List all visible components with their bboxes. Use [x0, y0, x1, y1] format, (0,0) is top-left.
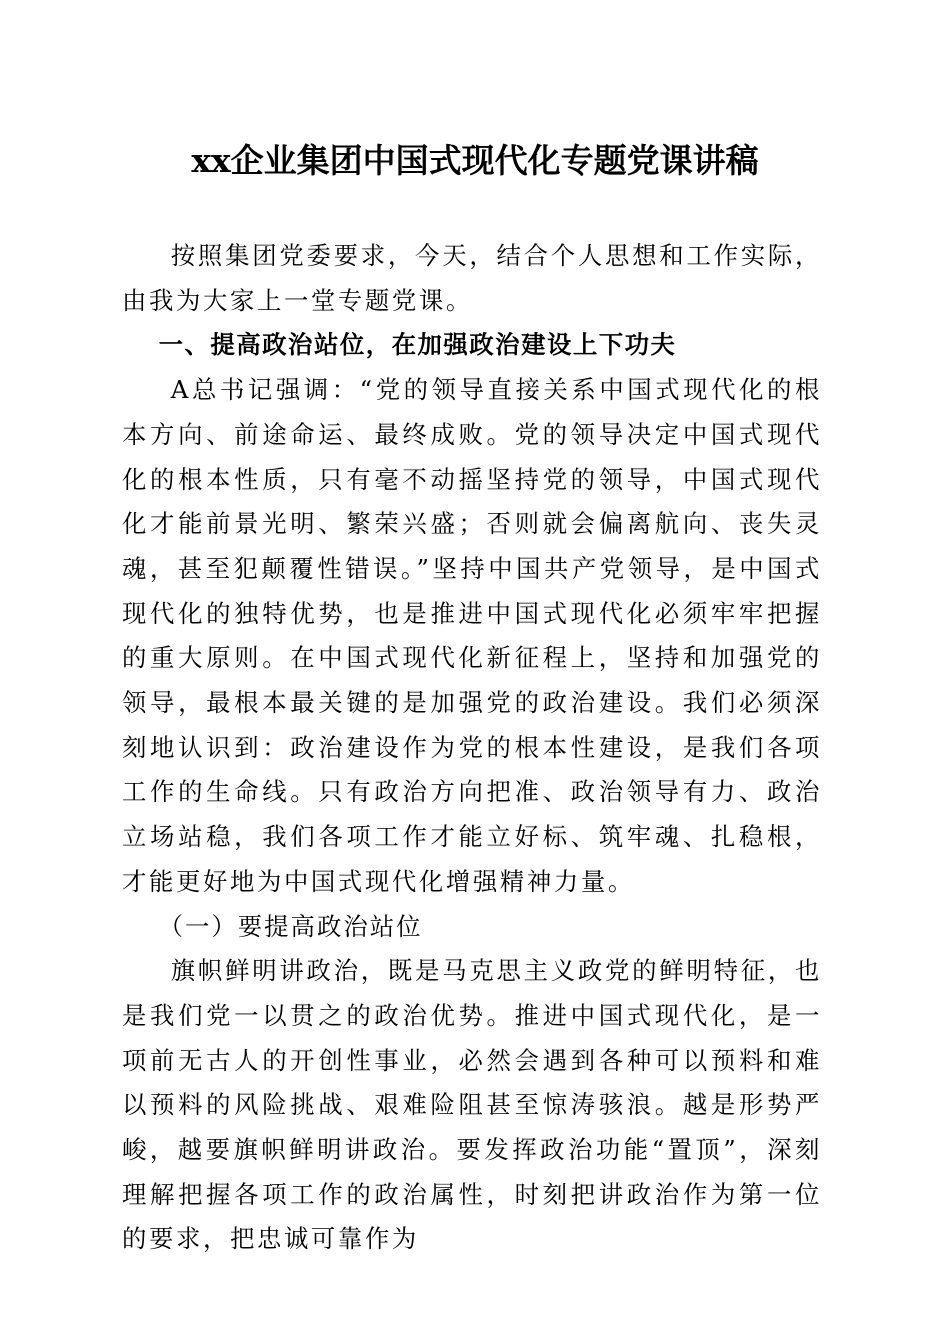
subsection-heading-1: （一）要提高政治站位	[158, 911, 423, 941]
document-body	[122, 234, 822, 1262]
section-heading-1: 一、提高政治站位，在加强政治建设上下功夫	[158, 330, 677, 360]
document-title: xx企业集团中国式现代化专题党课讲稿	[191, 141, 759, 180]
intro-paragraph: 按照集团党委要求，今天，结合个人思想和工作实际，由我为大家上一堂专题党课。	[122, 241, 822, 315]
section-1-paragraph: A总书记强调：“党的领导直接关系中国式现代化的根本方向、前途命运、最终成败。党的领导决定中国式现代化的根本性质，只有毫不动摇坚持党的领导，中国式现代化才能前景光明、繁荣兴盛；否则就会偏离航向、丧失灵魂，甚至犯颠覆性错误。”坚持中国共产党领导，是中国式现代化的独特优势，也是推进中国式现代化必须牢牢把握的重大原则。在中国式现代化新征程上，坚持和加强党的领导，最根本最关键的是加强党的政治建设。我们必须深刻地认识到：政治建设作为党的根本性建设，是我们各项工作的生命线。只有政治方向把准、政治领导有力、政治立场站稳，我们各项工作才能立好标、筑牢魂、扎稳根，才能更好地为中国式现代化增强精神力量。	[122, 375, 822, 896]
subsection-1-paragraph: 旗帜鲜明讲政治，既是马克思主义政党的鲜明特征，也是我们党一以贯之的政治优势。推进中国式现代化，是一项前无古人的开创性事业，必然会遇到各种可以预料和难以预料的风险挑战、艰难险阻甚至惊涛骇浪。越是形势严峻，越要旗帜鲜明讲政治。要发挥政治功能“置顶”，深刻理解把握各项工作的政治属性，时刻把讲政治作为第一位的要求，把忠诚可靠作为	[122, 956, 822, 1254]
